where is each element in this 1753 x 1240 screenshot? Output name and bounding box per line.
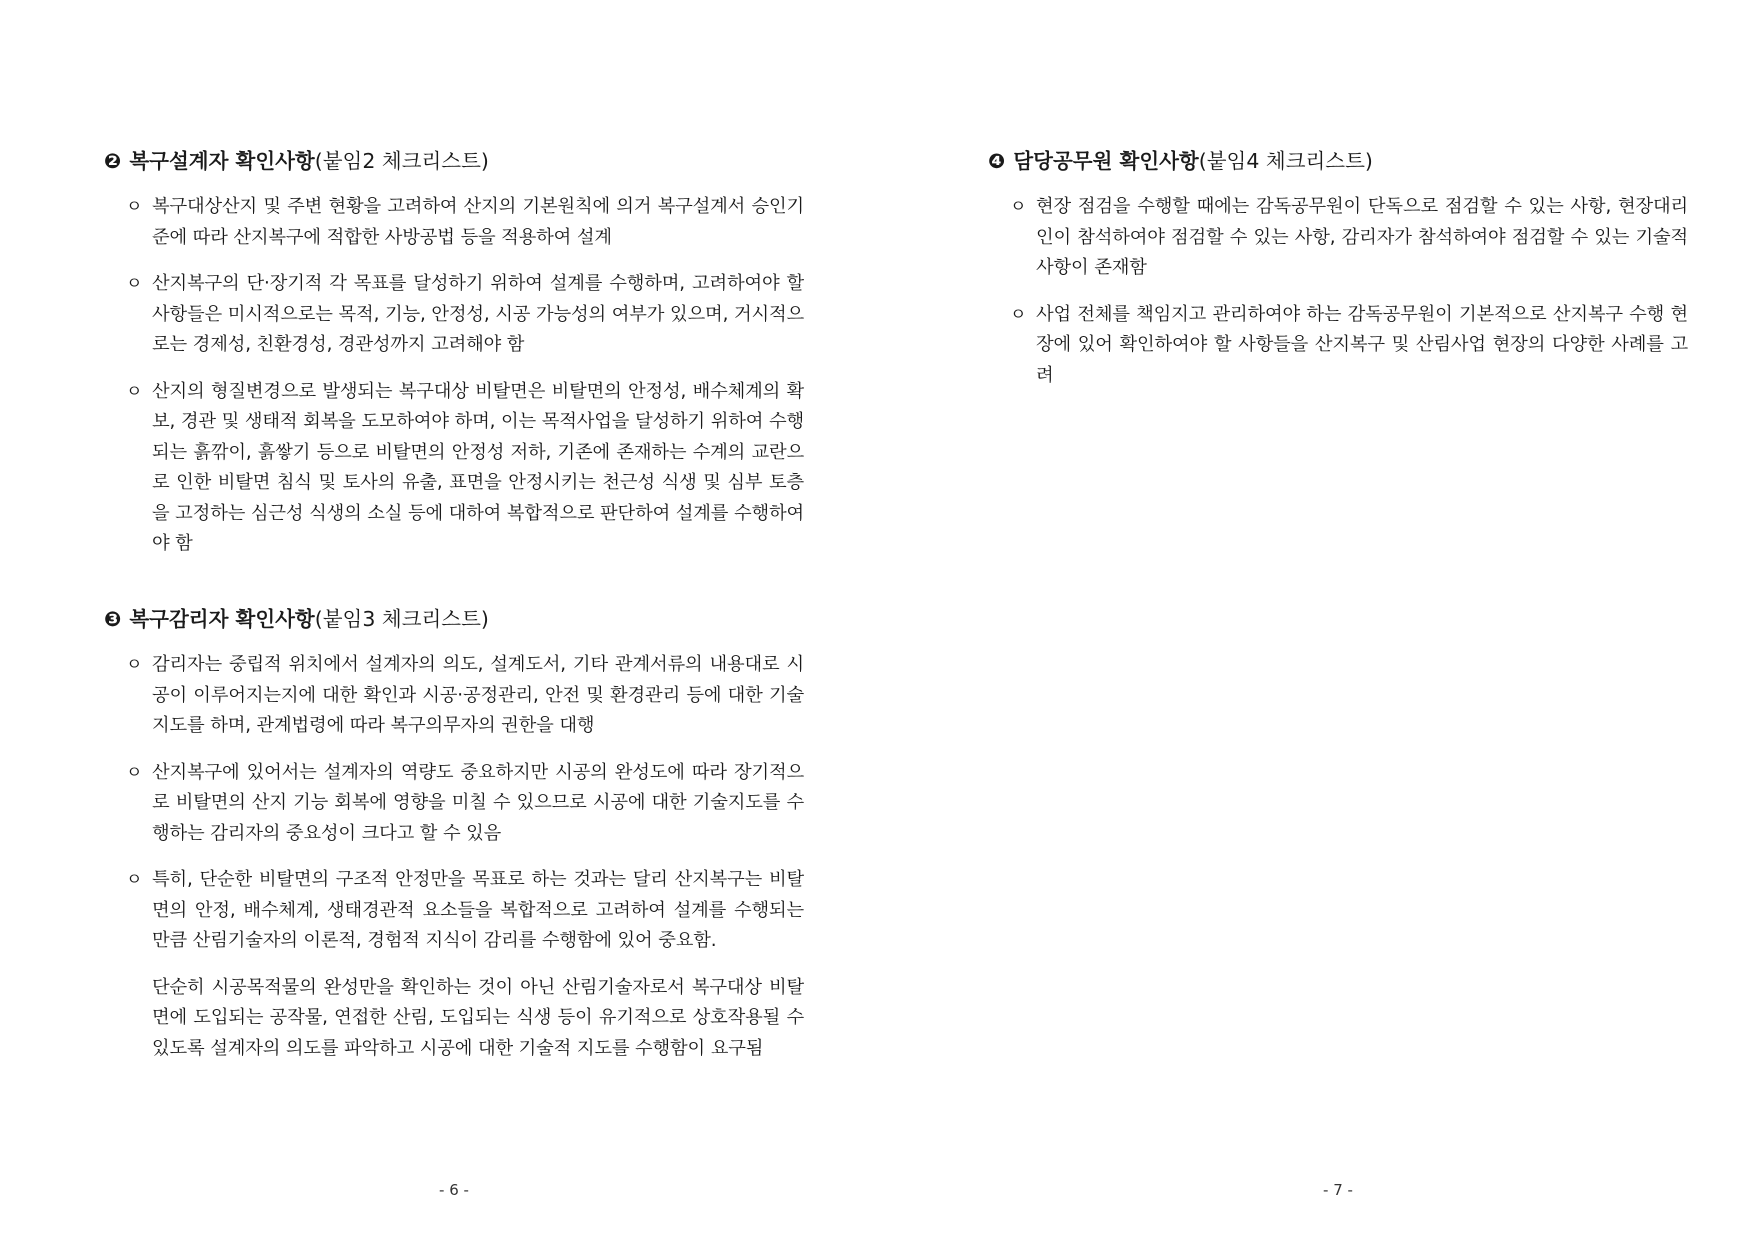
section-title: 담당공무원 확인사항: [1013, 149, 1199, 173]
list-item: [104, 377, 804, 560]
section-title: 복구감리자 확인사항: [129, 607, 315, 631]
list-item-text: 산지복구에 있어서는 설계자의 역량도 중요하지만 시공의 완성도에 따라 장기적으로 비탈면의 산지 기능 회복에 영향을 미칠 수 있으므로 시공에 대한 기술지도를 수행하는 감리자의 중요성이 크다고 할 수 있음: [152, 761, 804, 844]
bullet: ㅇ: [126, 197, 143, 217]
list-item-text: 산지복구의 단·장기적 각 목표를 달성하기 위하여 설계를 수행하며, 고려하여야 할 사항들은 미시적으로는 목적, 기능, 안정성, 시공 가능성의 여부가 있으며, 거시적으로는 경제성, 친환경성, 경관성까지 고려해야 함: [152, 273, 804, 355]
list-item-text: 복구대상산지 및 주변 현황을 고려하여 산지의 기본원칙에 의거 복구설계서 승인기준에 따라 산지복구에 적합한 사방공법 등을 적용하여 설계: [152, 196, 804, 248]
section-note: (붙임4 체크리스트): [1198, 149, 1373, 173]
list-item: [988, 192, 1688, 284]
list-item: [104, 758, 804, 850]
bullet: ㅇ: [1010, 197, 1027, 217]
bullet: ㅇ: [1010, 304, 1027, 325]
section-heading: [104, 146, 804, 176]
list-item: [104, 269, 804, 361]
section-number: ❷: [104, 149, 122, 173]
right-page: [988, 0, 1688, 1240]
section-number: ❹: [988, 149, 1006, 173]
note-text: 단순히 시공목적물의 완성만을 확인하는 것이 아닌 산림기술자로서 복구대상 비탈면에 도입되는 공작물, 연접한 산림, 도입되는 식생 등이 유기적으로 상호작용될 수 있도록 설계자의 의도를 파악하고 시공에 대한 기술적 지도를 수행함이 요구됨: [152, 976, 804, 1059]
section-number: ❸: [104, 607, 122, 631]
left-page: [104, 0, 804, 1240]
section-design-checks: [104, 146, 804, 560]
bullet: ㅇ: [126, 762, 143, 783]
list-item: [104, 192, 804, 253]
section-heading: [104, 604, 804, 634]
list-item: [104, 650, 804, 742]
bullet: ㅇ: [126, 870, 143, 890]
section-note: (붙임2 체크리스트): [314, 149, 489, 173]
section-title: 복구설계자 확인사항: [129, 149, 315, 173]
list-item-text: 산지의 형질변경으로 발생되는 복구대상 비탈면은 비탈면의 안정성, 배수체계의 확보, 경관 및 생태적 회복을 도모하여야 하며, 이는 목적사업을 달성하기 위하여 수행되는 흙깎이, 흙쌓기 등으로 비탈면의 안정성 저하, 기존에 존재하는 수계의 교란으로 인한 비탈면 침식 및 토사의 유출, 표면을 안정시키는 천근성 식생 및 심부 토층을 고정하는 심근성 식생의 소실 등에 대하여 복합적으로 판단하여 설계를 수행하여야 함: [152, 380, 804, 554]
section-official-checks: [988, 146, 1688, 391]
section-supervision-checks: [104, 604, 804, 1064]
list-item-text: 현장 점검을 수행할 때에는 감독공무원이 단독으로 점검할 수 있는 사항, 현장대리인이 참석하여야 점검할 수 있는 사항, 감리자가 참석하여야 점검할 수 있는 기술적 사항이 존재함: [1036, 196, 1688, 278]
page-number: - 6 -: [439, 1181, 469, 1199]
note-paragraph: [104, 973, 804, 1065]
list-item-text: 특히, 단순한 비탈면의 구조적 안정만을 목표로 하는 것과는 달리 산지복구는 비탈면의 안정, 배수체계, 생태경관적 요소들을 복합적으로 고려하여 설계를 수행되는 만큼 산림기술자의 이론적, 경험적 지식이 감리를 수행함에 있어 중요함.: [152, 869, 804, 951]
list-item-text: 감리자는 중립적 위치에서 설계자의 의도, 설계도서, 기타 관계서류의 내용대로 시공이 이루어지는지에 대한 확인과 시공·공정관리, 안전 및 환경관리 등에 대한 기술지도를 하며, 관계법령에 따라 복구의무자의 권한을 대행: [152, 654, 804, 736]
list-item: [988, 300, 1688, 392]
bullet: ㅇ: [126, 274, 143, 294]
section-note: (붙임3 체크리스트): [314, 607, 489, 631]
list-item-text: 사업 전체를 책임지고 관리하여야 하는 감독공무원이 기본적으로 산지복구 수행 현장에 있어 확인하여야 할 사항들을 산지복구 및 산림사업 현장의 다양한 사례를 고려: [1036, 303, 1688, 386]
page-number: - 7 -: [1323, 1181, 1353, 1199]
list-item: [104, 865, 804, 957]
bullet: ㅇ: [126, 381, 143, 402]
bullet: ㅇ: [126, 655, 143, 675]
section-heading: [988, 146, 1688, 176]
